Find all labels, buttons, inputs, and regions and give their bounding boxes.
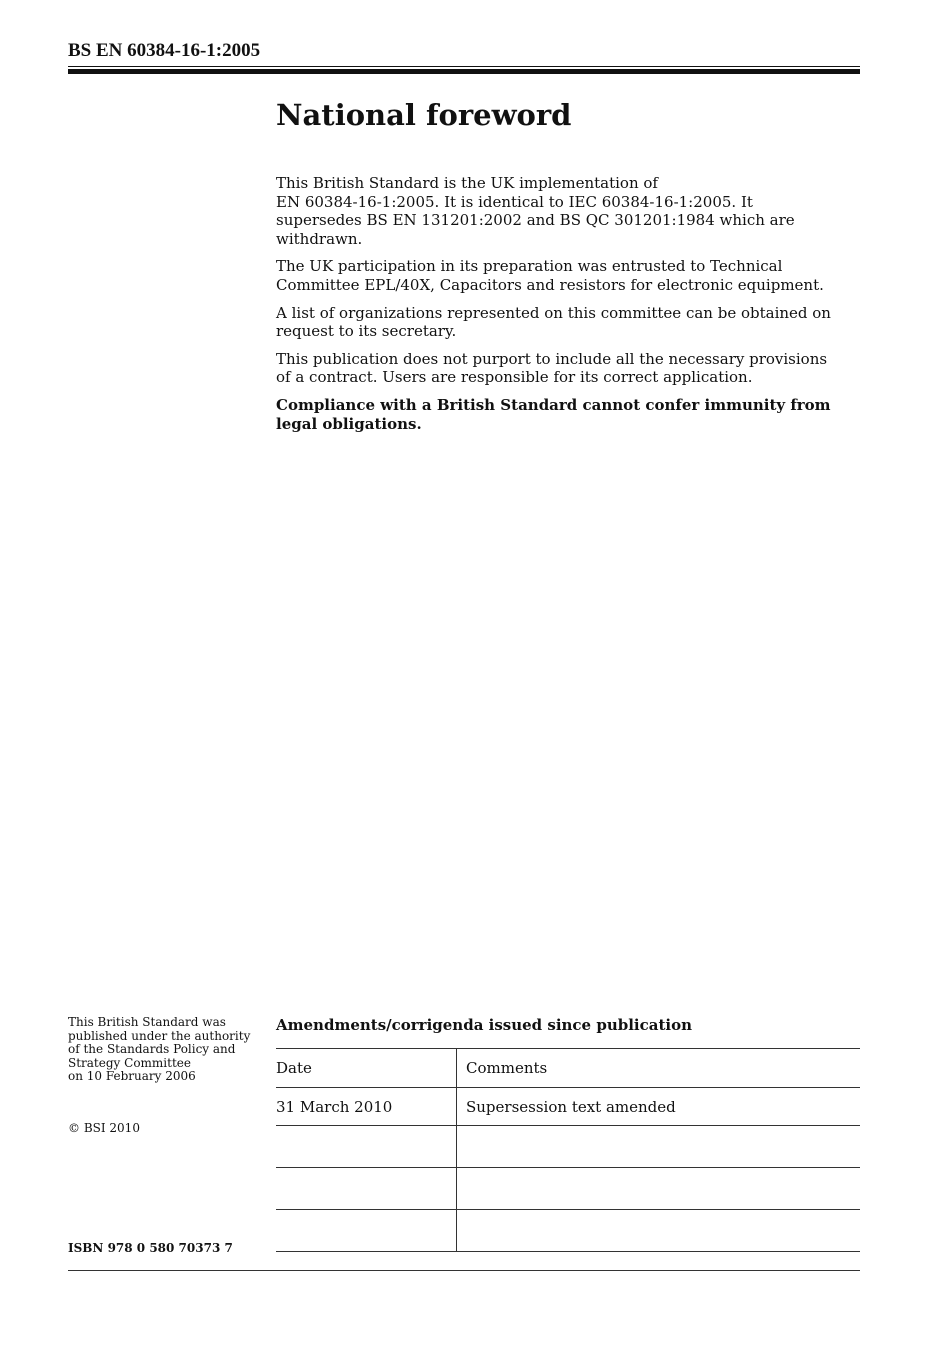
table-row [276,1210,860,1252]
amendment-date [276,1126,457,1168]
paragraph-contract: This publication does not purport to include all the necessary provisions of a contract. Users are responsible for its correct application. [276,349,828,387]
table-row [276,1088,860,1126]
document-code: BS EN 60384-16-1:2005 [68,40,261,61]
amendment-comment [457,1168,861,1210]
amendment-comment [457,1126,861,1168]
amendment-date: 31 March 2010 [276,1088,457,1126]
column-header-date: Date [276,1049,457,1088]
paragraph-compliance: Compliance with a British Standard cannot confer immunity from legal obligations. [276,395,831,433]
page-title: National foreword [276,98,572,132]
amendment-comment [457,1210,861,1252]
paragraph-committee: The UK participation in its preparation was entrusted to Technical Committee EPL/40X, Capacitors and resistors for electronic equipment. [276,257,824,294]
table-row [276,1126,860,1168]
table-header-row [276,1049,860,1088]
paragraph-implementation: This British Standard is the UK implementation of EN 60384-16-1:2005. It is identical to IEC 60384-16-1:2005. It supersedes BS EN 131201:2002 and BS QC 301201:1984 which are withdrawn. [276,174,795,248]
table-row [276,1168,860,1210]
copyright-note: © BSI 2010 [68,1121,140,1135]
header-rule-thin [68,66,860,67]
header-rule-thick [68,69,860,74]
column-header-comments: Comments [457,1049,861,1088]
amendment-comment: Supersession text amended [457,1088,861,1126]
foreword-body [276,174,836,442]
amendment-date [276,1210,457,1252]
publication-note: This British Standard was published under the authority of the Standards Policy and Strategy Committee on 10 February 2006 [68,1015,251,1083]
isbn: ISBN 978 0 580 70373 7 [68,1241,233,1255]
amendments-heading: Amendments/corrigenda issued since publication [276,1016,692,1034]
footer-rule [68,1270,860,1271]
amendments-table [276,1048,860,1252]
amendment-date [276,1168,457,1210]
paragraph-organizations: A list of organizations represented on this committee can be obtained on request to its secretary. [276,303,831,341]
